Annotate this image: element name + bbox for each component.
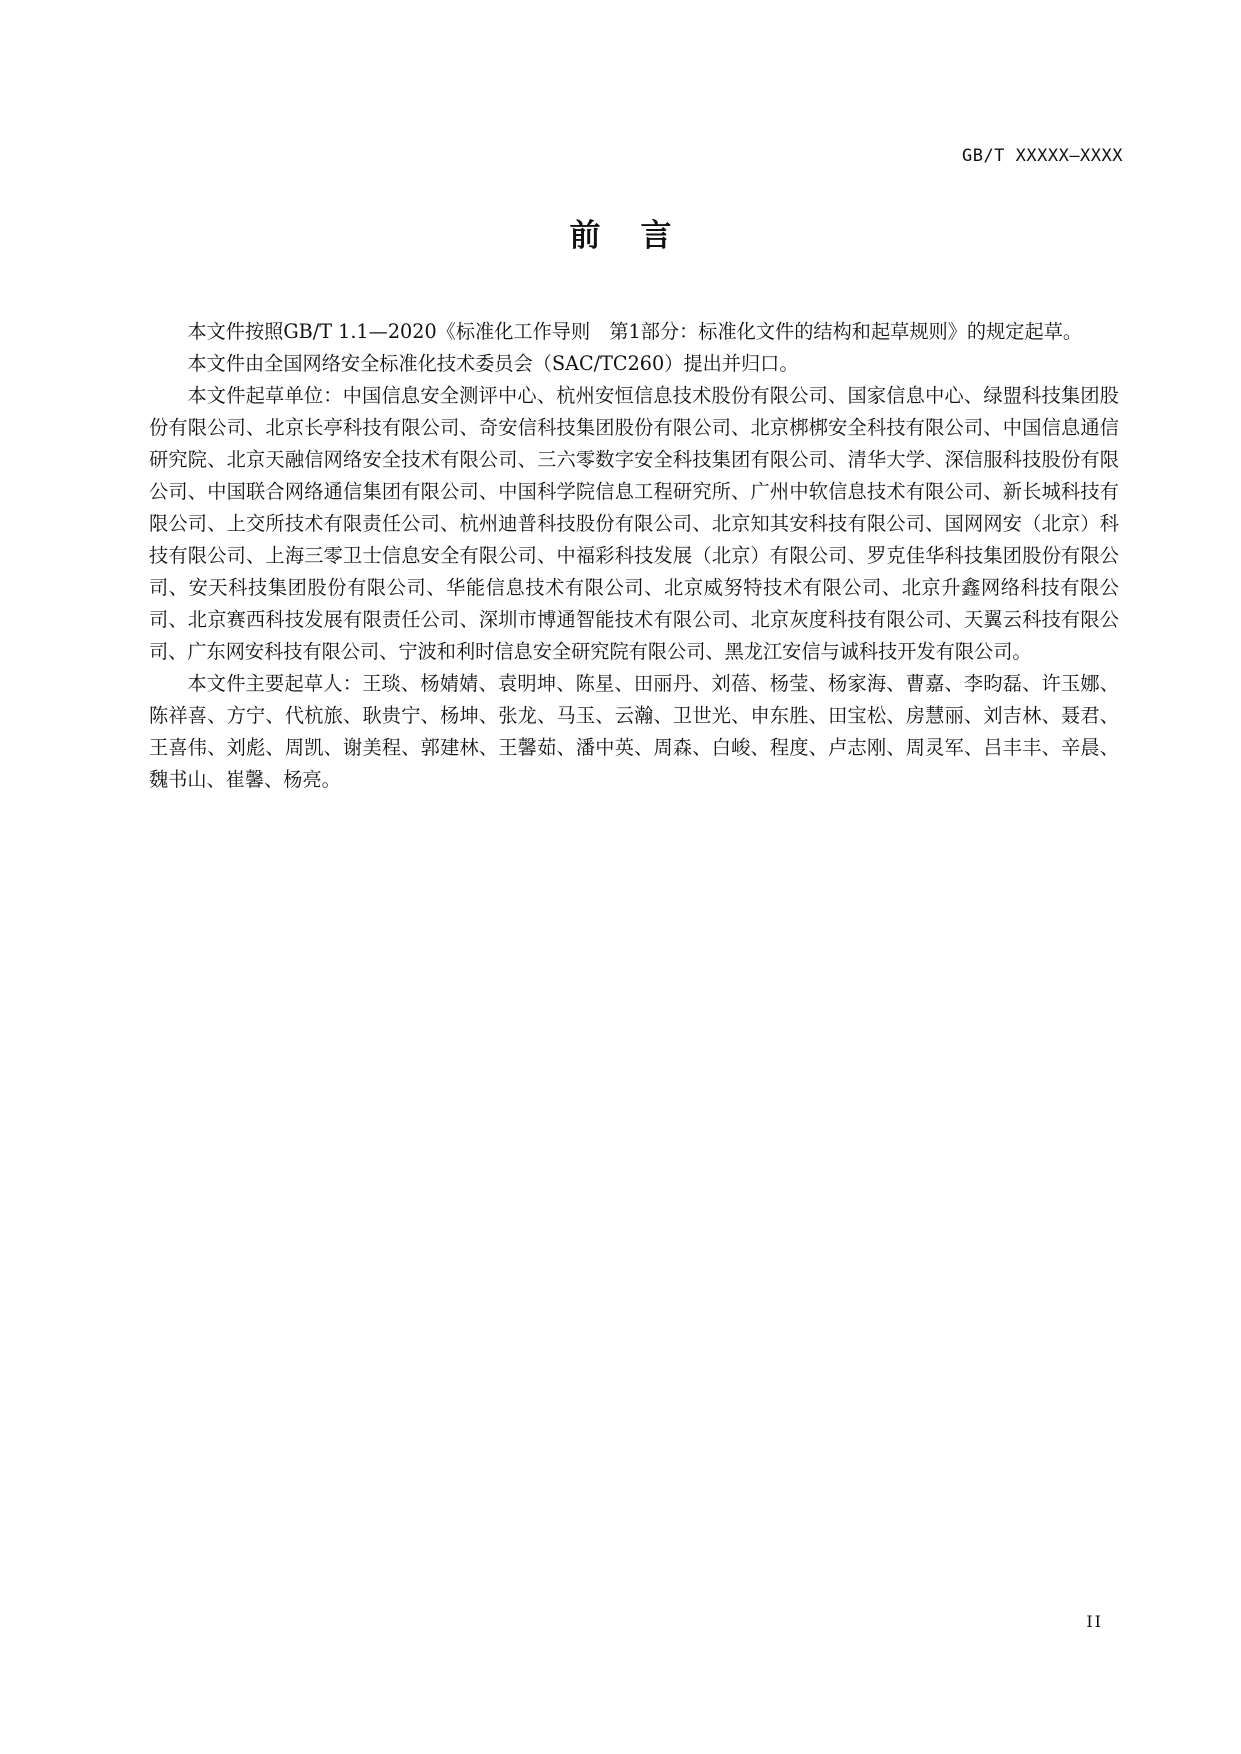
paragraph-drafters: 本文件主要起草人：王琰、杨婧婧、袁明坤、陈星、田丽丹、刘蓓、杨莹、杨家海、曹嘉、李昀磊、许玉娜、陈祥喜、方宁、代杭旅、耿贵宁、杨坤、张龙、马玉、云瀚、卫世光、申东胜、田宝松、房慧丽、刘吉林、聂君、王喜伟、刘彪、周凯、谢美程、郭建林、王馨茹、潘中英、周森、白峻、程度、卢志刚、周灵军、吕丰丰、辛晨、魏书山、崔馨、杨亮。 (149, 672, 1119, 791)
page-title: 前言 (569, 218, 712, 254)
document-code: GB/T XXXXX—XXXX (961, 146, 1123, 166)
page-number: II (1086, 1612, 1103, 1631)
document-body (149, 316, 1119, 796)
paragraph-proposer: 本文件由全国网络安全标准化技术委员会（SAC/TC260）提出并归口。 (187, 352, 799, 375)
paragraph-drafting-basis: 本文件按照GB/T 1.1—2020《标准化工作导则 第1部分：标准化文件的结构和起草规则》的规定起草。 (187, 320, 1083, 343)
paragraph-drafting-units: 本文件起草单位：中国信息安全测评中心、杭州安恒信息技术股份有限公司、国家信息中心、绿盟科技集团股份有限公司、北京长亭科技有限公司、奇安信科技集团股份有限公司、北京梆梆安全科技有限公司、中国信息通信研究院、北京天融信网络安全技术有限公司、三六零数字安全科技集团有限公司、清华大学、深信服科技股份有限公司、中国联合网络通信集团有限公司、中国科学院信息工程研究所、广州中软信息技术有限公司、新长城科技有限公司、上交所技术有限责任公司、杭州迪普科技股份有限公司、北京知其安科技有限公司、国网网安（北京）科技有限公司、上海三零卫士信息安全有限公司、中福彩科技发展（北京）有限公司、罗克佳华科技集团股份有限公司、安天科技集团股份有限公司、华能信息技术有限公司、北京威努特技术有限公司、北京升鑫网络科技有限公司、北京赛西科技发展有限责任公司、深圳市博通智能技术有限公司、北京灰度科技有限公司、天翼云科技有限公司、广东网安科技有限公司、宁波和利时信息安全研究院有限公司、黑龙江安信与诚科技开发有限公司。 (149, 384, 1119, 663)
